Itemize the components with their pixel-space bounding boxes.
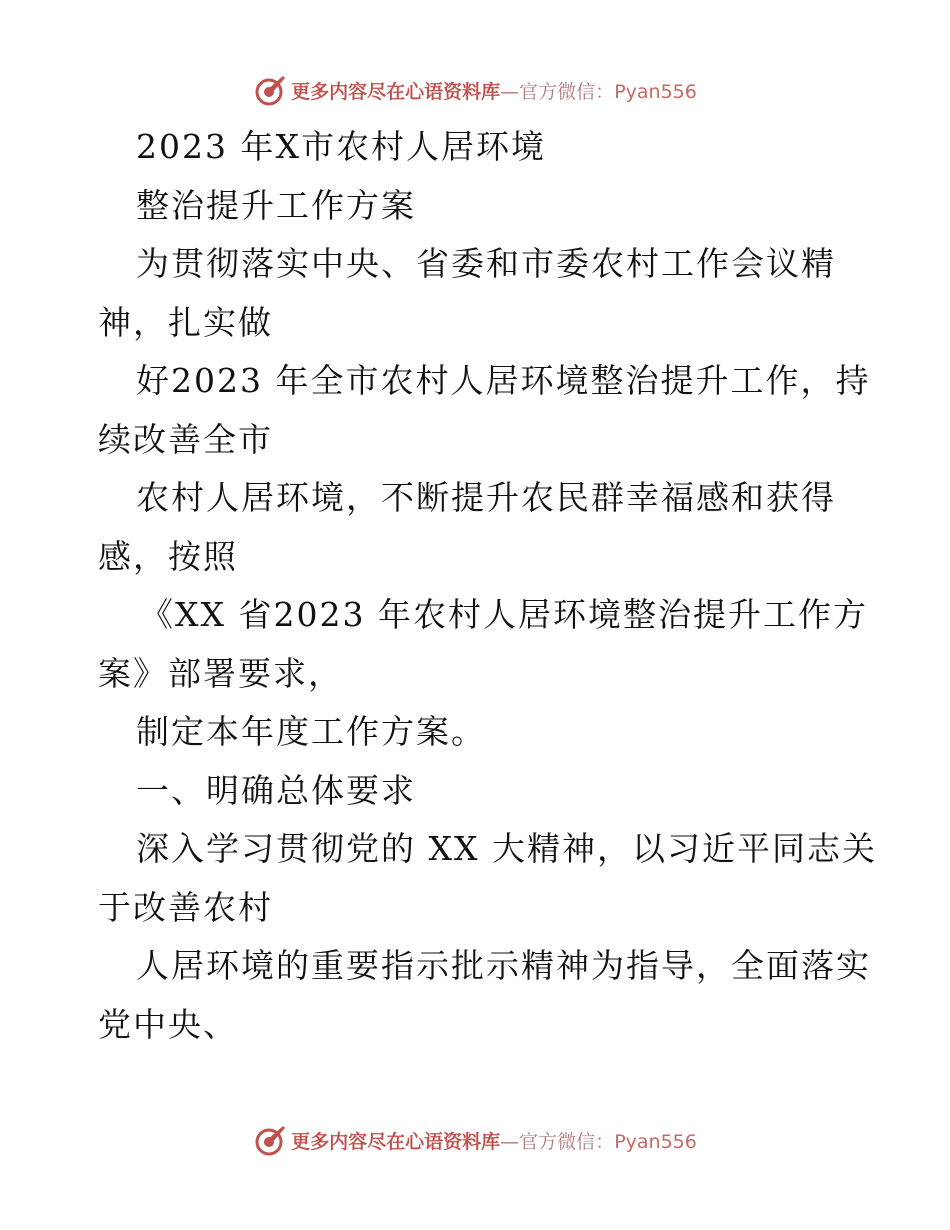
doc-paragraph-line: 党中央、 xyxy=(98,1004,238,1044)
watermark-id: Pyan556 xyxy=(614,80,697,103)
doc-paragraph-line: 感，按照 xyxy=(98,536,238,576)
doc-paragraph-line: 神，扎实做 xyxy=(98,302,273,342)
doc-paragraph-line: 好2023 年全市农村人居环境整治提升工作，持 xyxy=(136,361,871,400)
watermark-sub: 官方微信： xyxy=(519,1130,615,1153)
watermark-main: 更多内容尽在心语资料库 xyxy=(291,80,501,103)
watermark-sub: 官方微信： xyxy=(519,80,615,103)
document-body xyxy=(98,118,877,1054)
watermark-main: 更多内容尽在心语资料库 xyxy=(291,1130,501,1153)
doc-section-heading: 一、明确总体要求 xyxy=(136,770,416,810)
quill-seal-icon xyxy=(253,73,287,107)
doc-paragraph-line: 《XX 省2023 年农村人居环境整治提升工作方 xyxy=(140,595,868,634)
watermark-dash: — xyxy=(500,1130,520,1153)
watermark-dash: — xyxy=(500,80,520,103)
doc-paragraph-line: 人居环境的重要指示批示精神为指导，全面落实 xyxy=(136,946,871,985)
watermark-text xyxy=(291,1127,697,1154)
doc-title-line-2: 整治提升工作方案 xyxy=(136,185,416,225)
doc-paragraph-line: 续改善全市 xyxy=(98,419,273,459)
doc-paragraph-line: 深入学习贯彻党的 XX 大精神，以习近平同志关 xyxy=(136,829,877,868)
doc-title-line-1: 2023 年X市农村人居环境 xyxy=(136,127,546,166)
doc-paragraph-line: 案》部署要求， xyxy=(98,653,343,693)
doc-paragraph-line: 农村人居环境，不断提升农民群幸福感和获得 xyxy=(136,478,836,517)
doc-paragraph-line: 为贯彻落实中央、省委和市委农村工作会议精 xyxy=(136,244,836,283)
footer-watermark xyxy=(0,1120,950,1160)
quill-seal-icon xyxy=(253,1123,287,1157)
header-watermark xyxy=(0,70,950,110)
doc-paragraph-line: 于改善农村 xyxy=(98,887,273,927)
doc-paragraph-line: 制定本年度工作方案。 xyxy=(136,712,486,751)
watermark-text xyxy=(291,77,697,104)
watermark-id: Pyan556 xyxy=(614,1130,697,1153)
